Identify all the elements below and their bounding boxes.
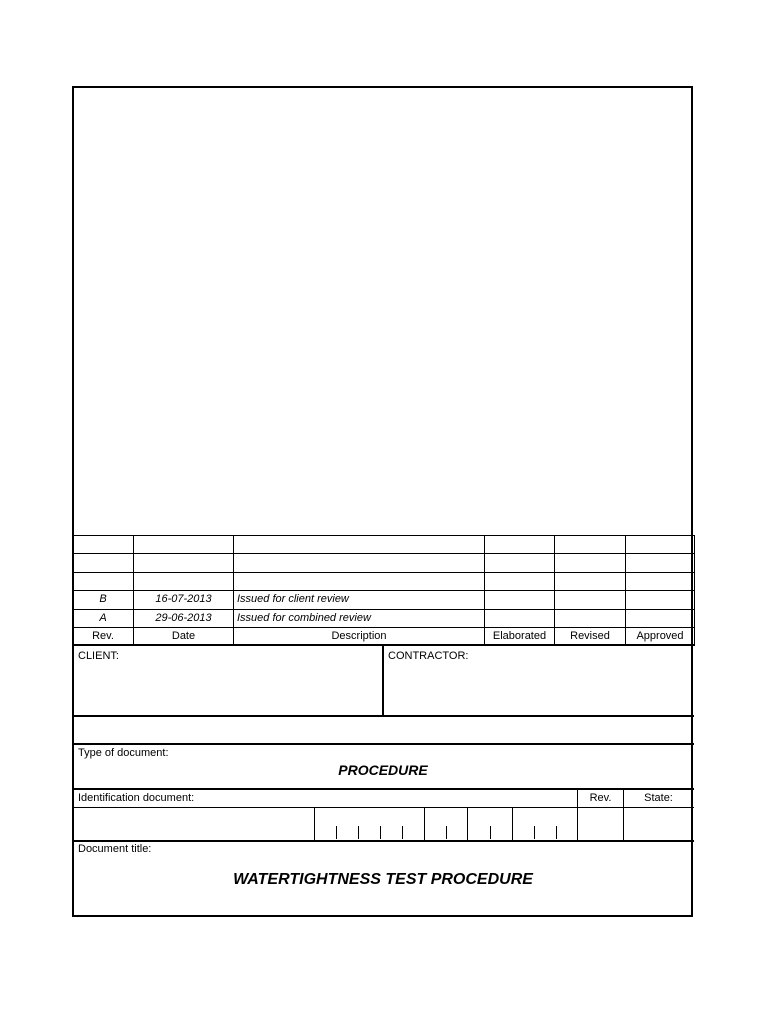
- revised-cell: [555, 554, 626, 572]
- id-rev-label: Rev.: [589, 792, 612, 804]
- approved-cell: [626, 554, 695, 572]
- elaborated-cell: [485, 572, 555, 590]
- document-type-label: Type of document:: [78, 747, 169, 759]
- description-cell: Issued for client review: [234, 591, 485, 609]
- revised-cell: [555, 591, 626, 609]
- description-cell: [234, 572, 485, 590]
- approved-cell: [626, 536, 695, 554]
- revision-row: [73, 554, 695, 572]
- identification-label: Identification document:: [78, 792, 195, 804]
- divider: [72, 788, 694, 790]
- rev-cell: A: [73, 609, 134, 627]
- elaborated-cell: [485, 554, 555, 572]
- document-type-value: PROCEDURE: [338, 762, 428, 778]
- code-tick: [490, 826, 491, 839]
- code-segment-divider: [424, 807, 425, 841]
- revised-header: Revised: [555, 627, 626, 645]
- description-cell: [234, 536, 485, 554]
- code-tick: [534, 826, 535, 839]
- divider: [72, 743, 694, 745]
- revision-table: [72, 535, 695, 646]
- revision-row: [73, 609, 695, 627]
- id-row-divider: [72, 807, 694, 808]
- code-tick: [446, 826, 447, 839]
- rev-cell: [73, 572, 134, 590]
- client-label: CLIENT:: [78, 650, 119, 662]
- revised-cell: [555, 536, 626, 554]
- date-cell: 29-06-2013: [134, 609, 234, 627]
- approved-cell: [626, 591, 695, 609]
- date-cell: [134, 572, 234, 590]
- document-title-label: Document title:: [78, 843, 152, 855]
- document-title-value: WATERTIGHTNESS TEST PROCEDURE: [233, 871, 533, 888]
- description-cell: Issued for combined review: [234, 609, 485, 627]
- rev-cell: [73, 554, 134, 572]
- date-header: Date: [134, 627, 234, 645]
- code-tick: [556, 826, 557, 839]
- revision-row: [73, 536, 695, 554]
- elaborated-cell: [485, 536, 555, 554]
- description-header: Description: [234, 627, 485, 645]
- code-segment-divider: [467, 807, 468, 841]
- contractor-label: CONTRACTOR:: [388, 650, 469, 662]
- client-contractor-divider: [382, 645, 384, 716]
- divider: [72, 840, 694, 842]
- rev-cell: B: [73, 591, 134, 609]
- elaborated-header: Elaborated: [485, 627, 555, 645]
- revision-row: [73, 572, 695, 590]
- approved-header: Approved: [626, 627, 695, 645]
- revised-cell: [555, 609, 626, 627]
- date-cell: [134, 554, 234, 572]
- date-cell: 16-07-2013: [134, 591, 234, 609]
- revision-row: [73, 591, 695, 609]
- rev-header: Rev.: [73, 627, 134, 645]
- date-cell: [134, 536, 234, 554]
- code-tick: [336, 826, 337, 839]
- elaborated-cell: [485, 609, 555, 627]
- approved-cell: [626, 609, 695, 627]
- code-segment-divider: [512, 807, 513, 841]
- rev-cell: [73, 536, 134, 554]
- id-state-label: State:: [644, 792, 673, 804]
- code-segment-divider: [314, 807, 315, 841]
- code-tick: [358, 826, 359, 839]
- divider: [72, 715, 694, 717]
- description-cell: [234, 554, 485, 572]
- revised-cell: [555, 572, 626, 590]
- code-tick: [402, 826, 403, 839]
- elaborated-cell: [485, 591, 555, 609]
- approved-cell: [626, 572, 695, 590]
- code-tick: [380, 826, 381, 839]
